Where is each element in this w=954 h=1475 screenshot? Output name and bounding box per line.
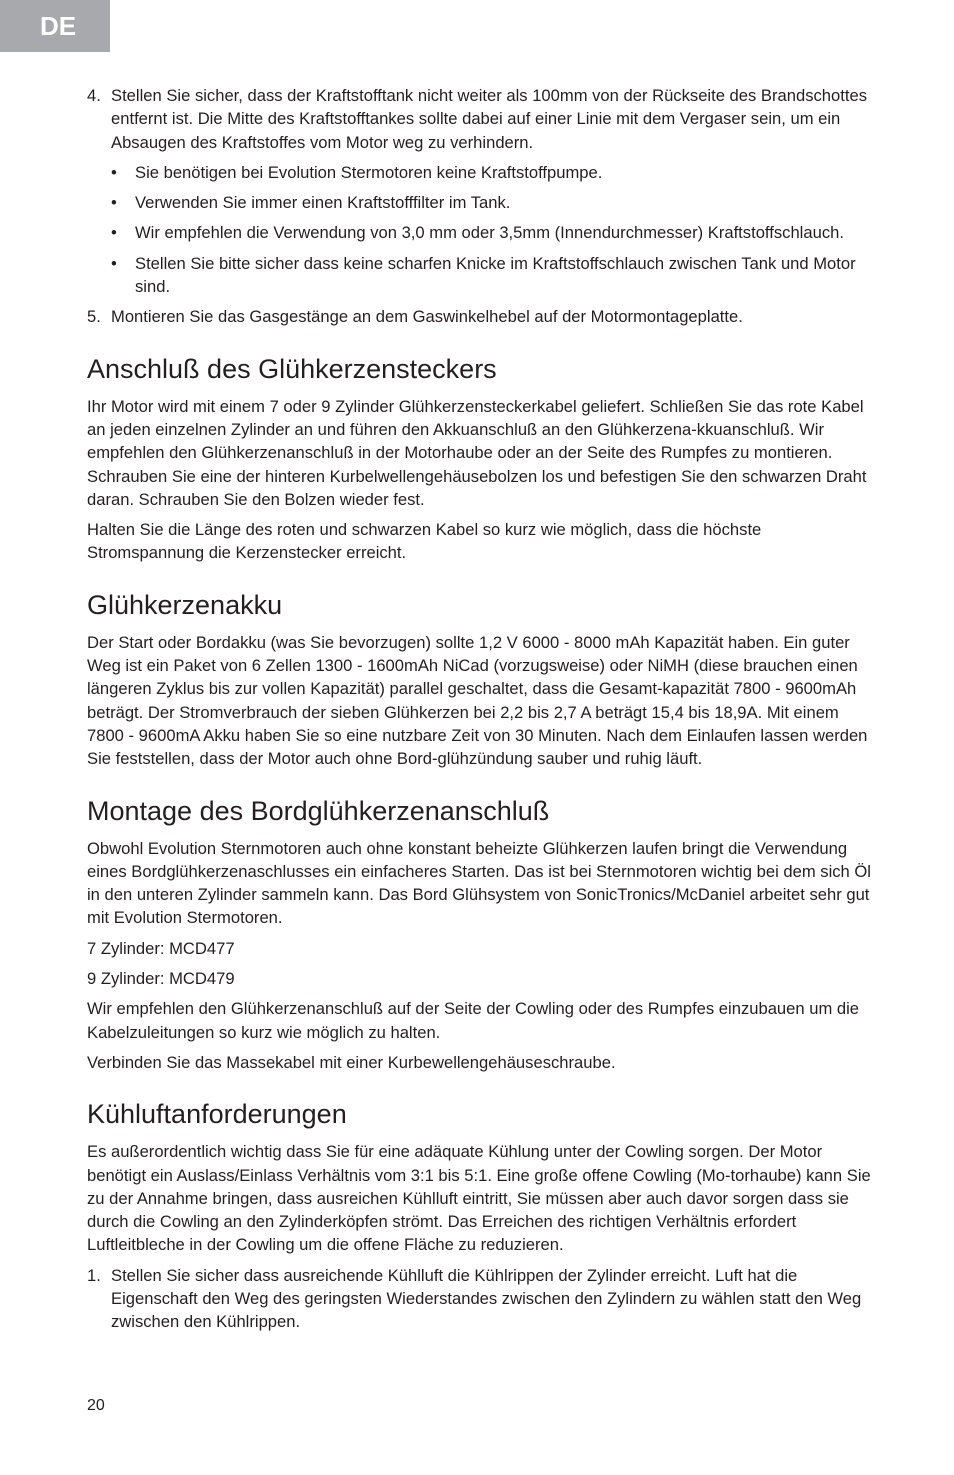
bullet-text: Stellen Sie bitte sicher dass keine scharfen Knicke im Kraftstoffschlauch zwischen Tank und Motor sind. — [135, 253, 856, 297]
bullet-item — [111, 191, 872, 214]
paragraph: Obwohl Evolution Sternmotoren auch ohne konstant beheizte Glühkerzen laufen bringt die Verwendung eines Bordglühkerzenaschlusses ein einfacheres Starten. Das ist bei Sternmotoren wichtig bei dem sich Öl in den unteren Zylinder sammeln kann. Das Bord Glühsystem von SonicTronics/McDaniel arbeitet sehr gut mit Evolution Stermotoren. — [87, 838, 871, 928]
paragraph: Ihr Motor wird mit einem 7 oder 9 Zylinder Glühkerzensteckerkabel geliefert. Schließen Sie das rote Kabel an jeden einzelnen Zylinder an und führen den Akkuanschluß an den Glühkerzena-kkuanschluß. Wir empfehlen den Glühkerzenanschluß in der Motorhaube oder an der Seite des Rumpfes zu montieren. Schrauben Sie eine der hinteren Kurbelwellengehäusebolzen los und befestigen Sie den schwarzen Draht daran. Schrauben Sie den Bolzen wieder fest. — [87, 396, 867, 509]
section-heading-anschluss: Anschluß des Glühkerzensteckers — [87, 353, 497, 384]
list-text: Stellen Sie sicher dass ausreichende Kühlluft die Kühlrippen der Zylinder erreicht. Luft hat die Eigenschaft den Weg des geringsten Wiederstandes zwischen den Zylindern zu wählen statt den Weg zwischen den Kühlrippen. — [111, 1265, 862, 1332]
bullet-icon: • — [111, 162, 117, 182]
list-item-4 — [87, 84, 872, 154]
paragraph: 9 Zylinder: MCD479 — [87, 969, 235, 989]
section-heading-kuehl: Kühluftanforderungen — [87, 1099, 347, 1130]
section-heading-montage: Montage des Bordglühkerzenanschluß — [87, 795, 550, 826]
list-text: Montieren Sie das Gasgestänge an dem Gaswinkelhebel auf der Motormontageplatte. — [111, 307, 743, 327]
bullet-icon: • — [111, 223, 117, 243]
list-number: 4. — [87, 86, 101, 105]
bullet-text: Sie benötigen bei Evolution Stermotoren keine Kraftstoffpumpe. — [135, 162, 603, 182]
paragraph: 7 Zylinder: MCD477 — [87, 938, 235, 958]
bullet-icon: • — [111, 253, 117, 273]
language-tab — [0, 0, 110, 52]
list-number: 5. — [87, 307, 101, 327]
page-content — [87, 84, 872, 1341]
bullet-item — [111, 221, 872, 244]
list-number: 1. — [87, 1265, 101, 1285]
list-text: Stellen Sie sicher, dass der Kraftstofftank nicht weiter als 100mm von der Rückseite des Brandschottes entfernt ist. Die Mitte des Kraftstofftankes sollte dabei auf einer Linie mit dem Vergaser sein, um ein Absaugen des Kraftstoffes vom Motor weg zu verhindern. — [111, 86, 868, 152]
list-item-5 — [87, 305, 872, 328]
paragraph: Halten Sie die Länge des roten und schwarzen Kabel so kurz wie möglich, dass die höchste Stromspannung die Kerzenstecker erreicht. — [87, 520, 762, 563]
language-tab-label: DE — [40, 10, 77, 41]
paragraph: Wir empfehlen den Glühkerzenanschluß auf der Seite der Cowling oder des Rumpfes einzubauen um die Kabelzuleitungen so kurz wie möglich zu halten. — [87, 999, 860, 1042]
bullet-item — [111, 161, 872, 184]
bullet-text: Wir empfehlen die Verwendung von 3,0 mm oder 3,5mm (Innendurchmesser) Kraftstoffschlauch. — [135, 223, 844, 243]
paragraph: Verbinden Sie das Massekabel mit einer Kurbewellengehäuseschraube. — [87, 1052, 616, 1072]
paragraph: Der Start oder Bordakku (was Sie bevorzugen) sollte 1,2 V 6000 - 8000 mAh Kapazität haben. Ein guter Weg ist ein Paket von 6 Zellen 1300 - 1600mAh NiCad (vorzugsweise) oder NiMH (diese brauchen einen längeren Zyklus bis zur vollen Kapazität) parallel geschaltet, dass die Gesamt-kapazität 7800 - 9600mAh beträgt. Der Stromverbrauch der sieben Glühkerzen bei 2,2 bis 2,7 A beträgt 15,4 bis 18,9A. Mit einem 7800 - 9600mA Akku haben Sie so eine nutzbare Zeit von 30 Minuten. Nach dem Einlaufen lassen werden Sie feststellen, dass der Motor auch ohne Bord-glühzündung sauber und ruhig läuft. — [87, 632, 868, 769]
page-number: 20 — [87, 1397, 105, 1414]
section-heading-akku: Glühkerzenakku — [87, 589, 283, 620]
list-item-1 — [87, 1264, 872, 1334]
bullet-text: Verwenden Sie immer einen Kraftstofffilter im Tank. — [135, 193, 511, 213]
paragraph: Es außerordentlich wichtig dass Sie für eine adäquate Kühlung unter der Cowling sorgen. Der Motor benötigt ein Auslass/Einlass Verhältnis vom 3:1 bis 5:1. Eine große offene Cowling (Mo-torhaube) kann Sie zu der Annahme bringen, dass ausreichen Kühlluft eintritt, Sie müssen aber auch davor sorgen dass sie durch die Cowling an den Zylinderköpfen strömt. Das Erreichen des richtigen Verhältnis erfordert Luftleitbleche in der Cowling um die offene Fläche zu reduzieren. — [87, 1142, 871, 1255]
bullet-icon: • — [111, 193, 117, 213]
bullet-item — [111, 252, 872, 299]
